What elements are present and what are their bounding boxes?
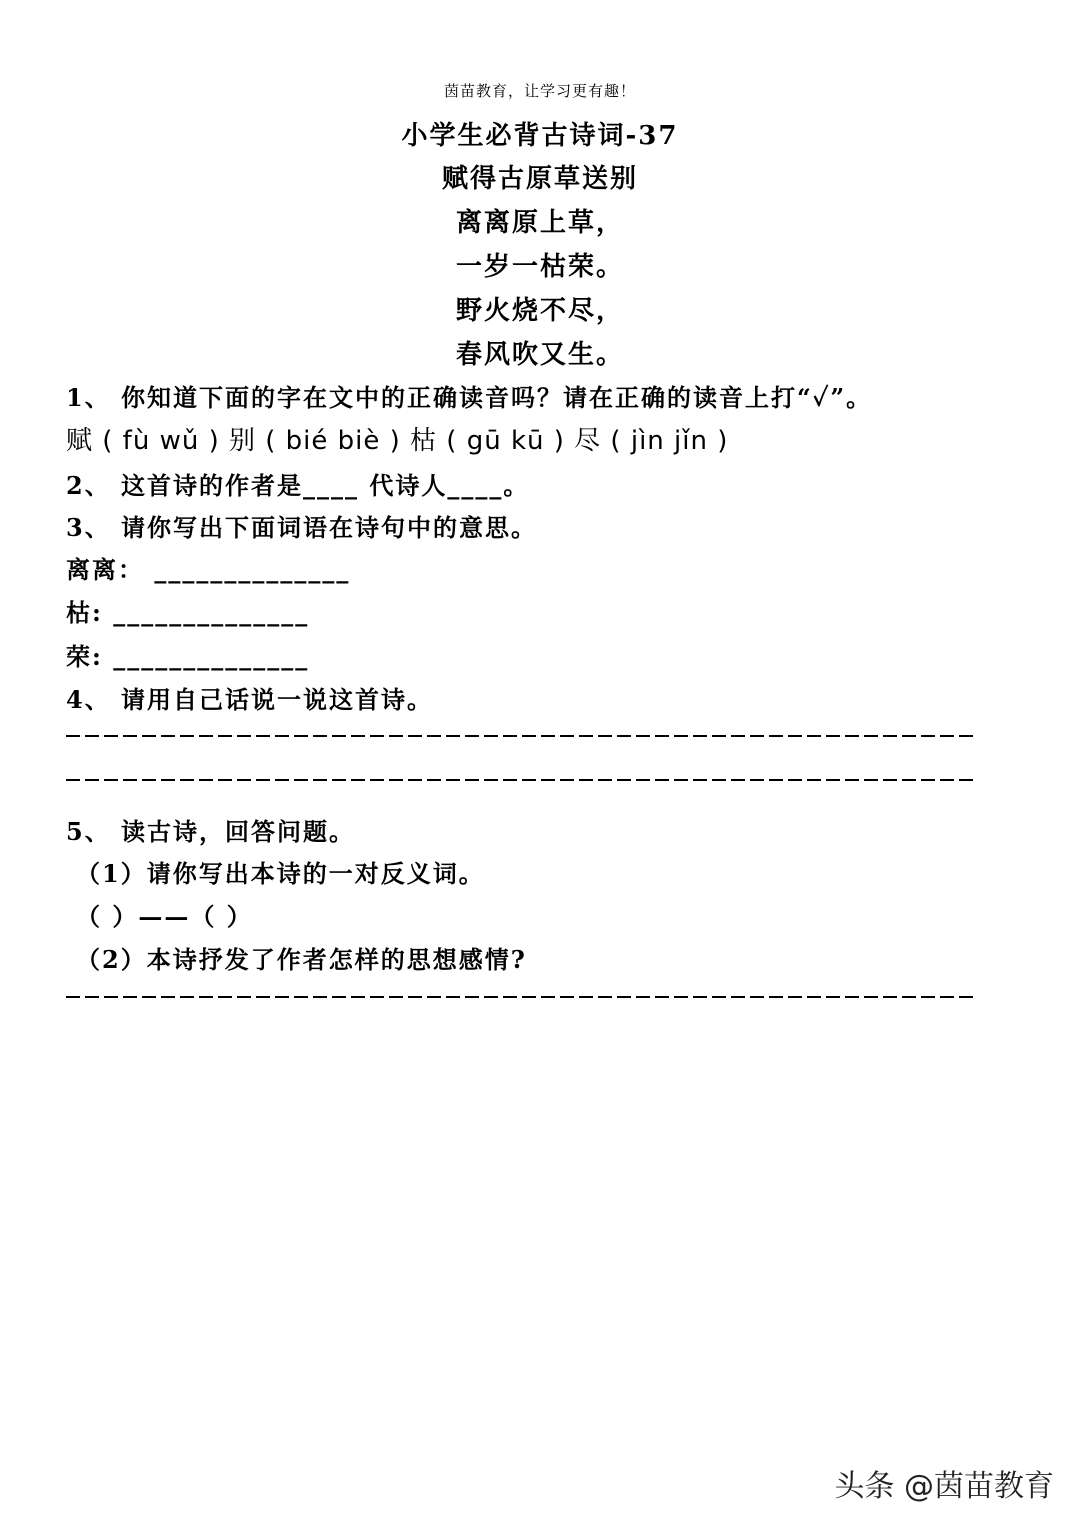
question-3-item: 离离： ______________: [66, 555, 351, 584]
question-5-prompt: 5、 读古诗，回答问题。: [66, 817, 356, 846]
poem-line: 离离原上草，: [455, 208, 624, 238]
question-5-sub-1: （1）请你写出本诗的一对反义词。: [76, 859, 485, 888]
dash-rule: [66, 779, 978, 781]
answer-blank-line: [66, 768, 978, 792]
question-4-prompt: 4、 请用自己话说一说这首诗。: [66, 685, 434, 714]
question-3-item: 荣: ______________: [66, 642, 310, 671]
poem-title: 赋得古原草送别: [441, 164, 638, 194]
question-3-item: 枯: ______________: [66, 598, 310, 627]
poem-line: 春风吹又生。: [455, 340, 624, 370]
question-1-pinyin-options: 赋 ( fù wǔ ) 别 ( bié biè ) 枯 ( gū kū ) 尽 ( jìn jǐn ): [66, 426, 729, 456]
question-5-sub-2: （2）本诗抒发了作者怎样的思想感情?: [76, 945, 527, 974]
question-3-prompt: 3、 请你写出下面词语在诗句中的意思。: [66, 513, 538, 542]
answer-blank-line: [66, 724, 978, 748]
dash-rule: [66, 996, 978, 998]
antonym-pair-blank: （ ）——（ ）: [76, 902, 253, 931]
poem-line: 野火烧不尽，: [455, 296, 624, 326]
question-2-prompt: 2、 这首诗的作者是____ 代诗人____。: [66, 471, 530, 500]
dash-rule: [66, 735, 978, 737]
document-title: 小学生必背古诗词-37: [401, 121, 679, 151]
question-1-prompt: 1、 你知道下面的字在文中的正确读音吗？请在正确的读音上打“✓”。: [66, 383, 873, 412]
answer-blank-line: [66, 985, 978, 1009]
header-slogan: 茵苗教育，让学习更有趣！: [443, 82, 636, 100]
poem-line: 一岁一枯荣。: [455, 252, 624, 282]
source-watermark: 头条 @茵苗教育: [834, 1469, 1054, 1504]
